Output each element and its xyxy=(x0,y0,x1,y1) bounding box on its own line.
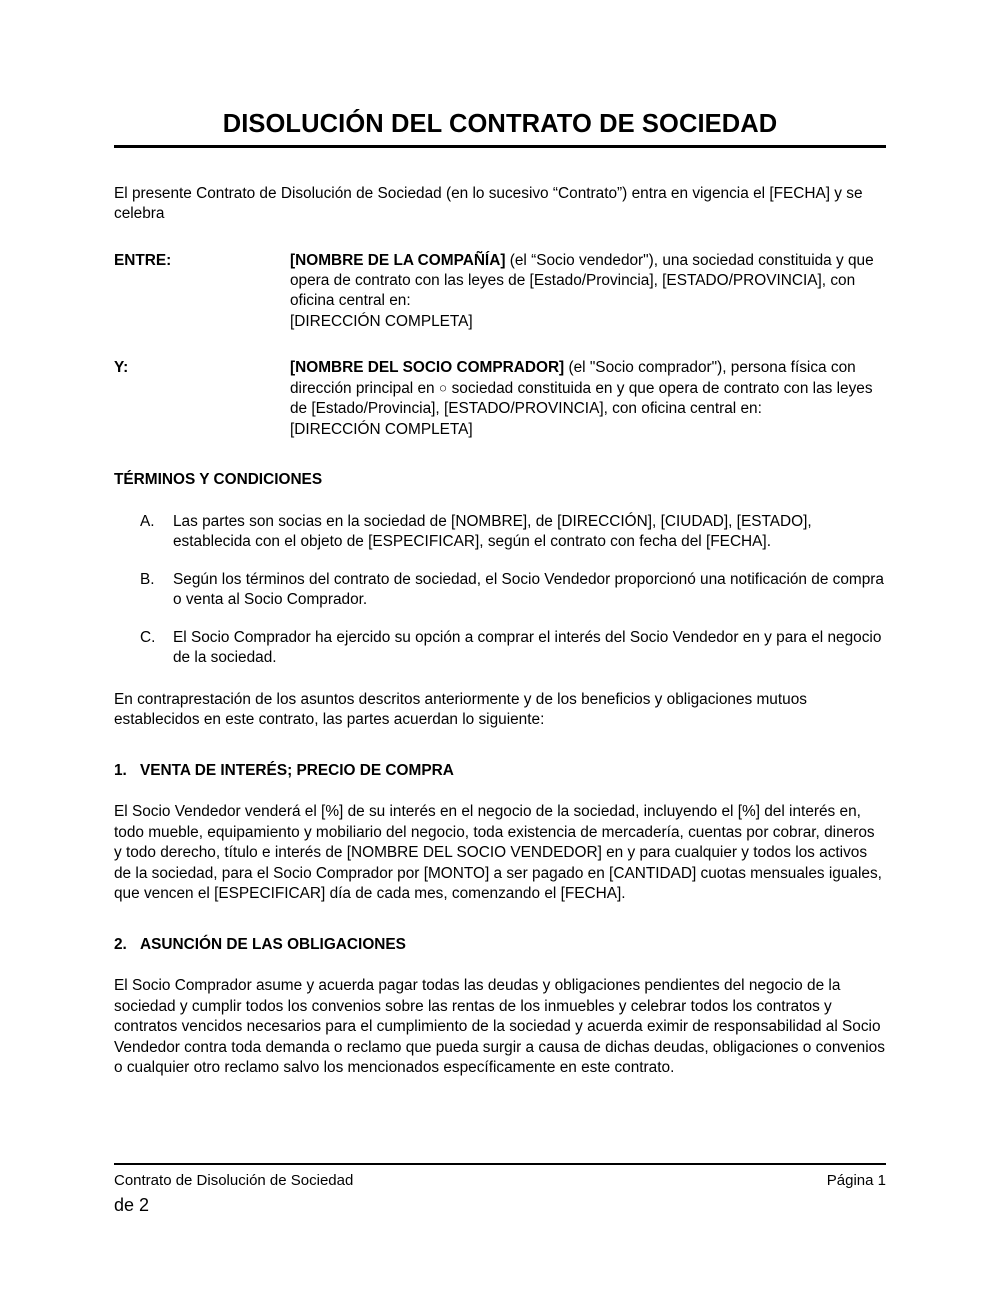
spacer xyxy=(114,781,886,802)
page-footer xyxy=(114,1163,886,1218)
footer-row xyxy=(114,1165,886,1191)
spacer xyxy=(114,905,886,935)
buyer-description-before-mark: (el "Socio comprador"), persona física con dirección principal en xyxy=(290,359,856,397)
party-body-between xyxy=(290,251,886,333)
spacer xyxy=(114,225,886,251)
list-item-marker: C. xyxy=(140,628,156,646)
list-item-marker: A. xyxy=(140,512,155,530)
footer-page-total: de 2 xyxy=(114,1195,150,1216)
seller-party-name: [NOMBRE DE LA COMPAÑÍA] xyxy=(290,251,506,269)
footer-document-name: Contrato de Disolución de Sociedad xyxy=(114,1172,354,1189)
terms-heading: TÉRMINOS Y CONDICIONES xyxy=(114,471,323,489)
section-title-2: ASUNCIÓN DE LAS OBLIGACIONES xyxy=(140,935,406,953)
party-label-and: Y: xyxy=(114,359,129,377)
section-body-2: El Socio Comprador asume y acuerda pagar todas las deudas y obligaciones pendientes del negocio de la sociedad y cumplir todos los convenios sobre las rentas de los inmuebles y celebrar todos los contratos y contratos vencidos necesarios para el cumplimiento de la sociedad y acuerda eximir de responsabilidad al Socio Vendedor contra toda demanda o reclamo que pueda surgir a causa de dichas deudas, obligaciones o convenios o cualquier otro reclamo salvo los mencionados específicamente en este contrato. xyxy=(114,977,885,1077)
spacer xyxy=(114,669,886,690)
party-description-between xyxy=(290,251,886,312)
party-block-between xyxy=(114,251,886,333)
terms-list xyxy=(114,512,886,669)
buyer-party-name: [NOMBRE DEL SOCIO COMPRADOR] xyxy=(290,359,565,377)
party-block-and xyxy=(114,358,886,440)
spacer xyxy=(114,148,886,184)
party-body-and xyxy=(290,358,886,440)
spacer xyxy=(114,440,886,470)
consideration-paragraph: En contraprestación de los asuntos descritos anteriormente y de los beneficios y obligaciones mutuos establecidos en este contrato, las partes acuerdan lo siguiente: xyxy=(114,690,807,729)
document-body xyxy=(114,0,886,1079)
list-item xyxy=(114,628,886,669)
seller-address: [DIRECCIÓN COMPLETA] xyxy=(290,312,473,330)
section-title-1: VENTA DE INTERÉS; PRECIO DE COMPRA xyxy=(140,761,454,779)
list-item-text: Según los términos del contrato de sociedad, el Socio Vendedor proporcionó una notificación de compra o venta al Socio Comprador. xyxy=(173,570,884,609)
footer-page-number: Página 1 xyxy=(826,1172,886,1189)
list-item-marker: B. xyxy=(140,570,155,588)
intro-paragraph: El presente Contrato de Disolución de Sociedad (en lo sucesivo “Contrato”) entra en vigencia el [FECHA] y se celebra xyxy=(114,184,863,223)
buyer-description-after-mark: sociedad constituida en y que opera de contrato con las leyes de [Estado/Provincia], [ESTADO/PROVINCIA], con oficina central en: xyxy=(290,379,873,418)
section-number-1: 1. xyxy=(114,761,127,779)
spacer xyxy=(114,491,886,512)
section-heading-1 xyxy=(114,761,886,781)
list-item-text: Las partes son socias en la sociedad de [NOMBRE], de [DIRECCIÓN], [CIUDAD], [ESTADO], establecida con el objeto de [ESPECIFICAR], según el contrato con fecha del [FECHA]. xyxy=(173,512,812,551)
section-number-2: 2. xyxy=(114,935,127,953)
list-item xyxy=(114,570,886,611)
seller-party-description: (el “Socio vendedor"), una sociedad constituida y que opera de contrato con las leyes de [Estado/Provincia], [ESTADO/PROVINCIA], con oficina central en: xyxy=(290,251,874,310)
party-description-and xyxy=(290,358,886,419)
buyer-address: [DIRECCIÓN COMPLETA] xyxy=(290,420,473,438)
section-body-1: El Socio Vendedor venderá el [%] de su interés en el negocio de la sociedad, incluyendo el [%] del interés en, todo mueble, equipamiento y mobiliario del negocio, toda existencia de mercadería, cuentas por cobrar, dineros y todo derecho, título e interés de [NOMBRE DEL SOCIO VENDEDOR] en y para cualquier y todos los activos de la sociedad, para el Socio Comprador por [MONTO] a ser pagado en [CANTIDAD] cuotas mensuales iguales, que vencen el [ESPECIFICAR] día de cada mes, comenzando el [FECHA]. xyxy=(114,803,882,903)
section-heading-2 xyxy=(114,935,886,955)
page-title: DISOLUCIÓN DEL CONTRATO DE SOCIEDAD xyxy=(222,110,778,138)
list-item-text: El Socio Comprador ha ejercido su opción a comprar el interés del Socio Vendedor en y para el negocio de la sociedad. xyxy=(173,628,882,667)
party-label-between: ENTRE: xyxy=(114,251,172,269)
spacer xyxy=(114,332,886,358)
circle-checkbox-icon[interactable]: ○ xyxy=(438,379,448,396)
spacer xyxy=(114,955,886,976)
list-item xyxy=(114,512,886,553)
spacer xyxy=(114,731,886,761)
